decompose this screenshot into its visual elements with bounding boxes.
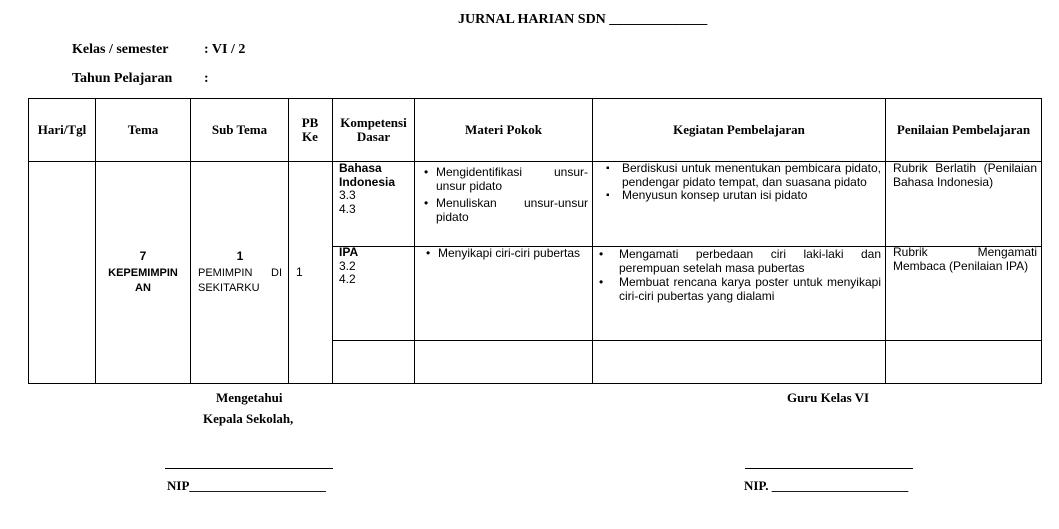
signature-right-title: Guru Kelas VI	[787, 390, 870, 405]
table-border-bottom	[28, 383, 1042, 384]
sub-tema-cell	[198, 250, 282, 296]
kelas-semester-label: Kelas / semester	[72, 42, 169, 57]
list-item: ▪ Berdiskusi untuk menentukan pembicara pidato, pendengar pidato tempat, dan suasana pidato	[600, 162, 881, 189]
list-item: • Menyikapi ciri-ciri pubertas	[424, 247, 588, 261]
signature-left-title: Kepala Sekolah,	[203, 411, 294, 426]
header-hari-tgl: Hari/Tgl	[37, 122, 87, 137]
kd-cell-bahasa-indonesia	[339, 162, 411, 216]
header-tema: Tema	[127, 122, 159, 137]
document-title: JURNAL HARIAN SDN ______________	[458, 12, 708, 27]
signature-left-line	[165, 468, 333, 469]
kd-code: 4.2	[339, 272, 356, 286]
header-sub-tema: Sub Tema	[211, 122, 268, 137]
penilaian-cell-bahasa-indonesia: Rubrik Berlatih (Penilaian Bahasa Indonesia)	[893, 161, 1037, 189]
kd-subject: IPA	[339, 245, 359, 259]
tema-cell	[100, 250, 186, 296]
header-kompetensi-dasar: Kompetensi Dasar	[340, 115, 407, 144]
signature-left-nip: NIP_____________________	[167, 478, 326, 493]
materi-cell-bahasa-indonesia	[422, 166, 588, 228]
list-item: • Membuat rencana karya poster untuk menyikapi ciri-ciri pubertas yang dialami	[597, 276, 881, 303]
table-border-right	[1041, 98, 1042, 384]
list-item: • Mengidentifikasi unsur-unsur pidato	[422, 166, 588, 193]
list-item: ▪ Menyusun konsep urutan isi pidato	[600, 189, 881, 203]
kd-subject: Bahasa Indonesia	[339, 161, 396, 189]
header-penilaian-pembelajaran: Penilaian Pembelajaran	[896, 122, 1031, 137]
list-item: • Menuliskan unsur-unsur pidato	[422, 197, 588, 224]
kelas-semester-value: : VI / 2	[204, 42, 246, 57]
table-col-divider	[288, 98, 289, 384]
kd-cell-ipa	[339, 246, 411, 287]
kegiatan-cell-ipa	[597, 248, 881, 307]
kegiatan-cell-bahasa-indonesia	[600, 162, 881, 207]
pb-ke-value: 1	[296, 265, 303, 279]
signature-right-line	[745, 468, 913, 469]
penilaian-cell-ipa: Rubrik Mengamati Membaca (Penilaian IPA)	[893, 245, 1037, 273]
list-item: • Mengamati perbedaan ciri laki-laki dan perempuan setelah masa pubertas	[597, 248, 881, 275]
tema-name: KEPEMIMPIN AN	[108, 266, 178, 294]
kd-code: 3.2	[339, 258, 356, 273]
materi-cell-ipa	[424, 247, 588, 265]
kd-code: 4.3	[339, 201, 356, 216]
signature-right-nip: NIP. _____________________	[744, 478, 909, 493]
table-header-bottom	[28, 161, 1042, 162]
tema-number: 7	[139, 249, 147, 263]
header-materi-pokok: Materi Pokok	[465, 122, 542, 137]
header-pb-ke: PB Ke	[301, 115, 319, 144]
table-row-divider-2	[332, 340, 1042, 341]
signature-left-heading: Mengetahui	[216, 390, 283, 405]
header-kegiatan-pembelajaran: Kegiatan Pembelajaran	[673, 122, 805, 137]
sub-tema-number: 1	[236, 249, 244, 263]
tahun-pelajaran-label: Tahun Pelajaran	[72, 71, 173, 86]
kd-code: 3.3	[339, 188, 356, 202]
sub-tema-name: PEMIMPIN DI SEKITARKU	[198, 266, 282, 294]
tahun-pelajaran-value: :	[204, 71, 209, 86]
